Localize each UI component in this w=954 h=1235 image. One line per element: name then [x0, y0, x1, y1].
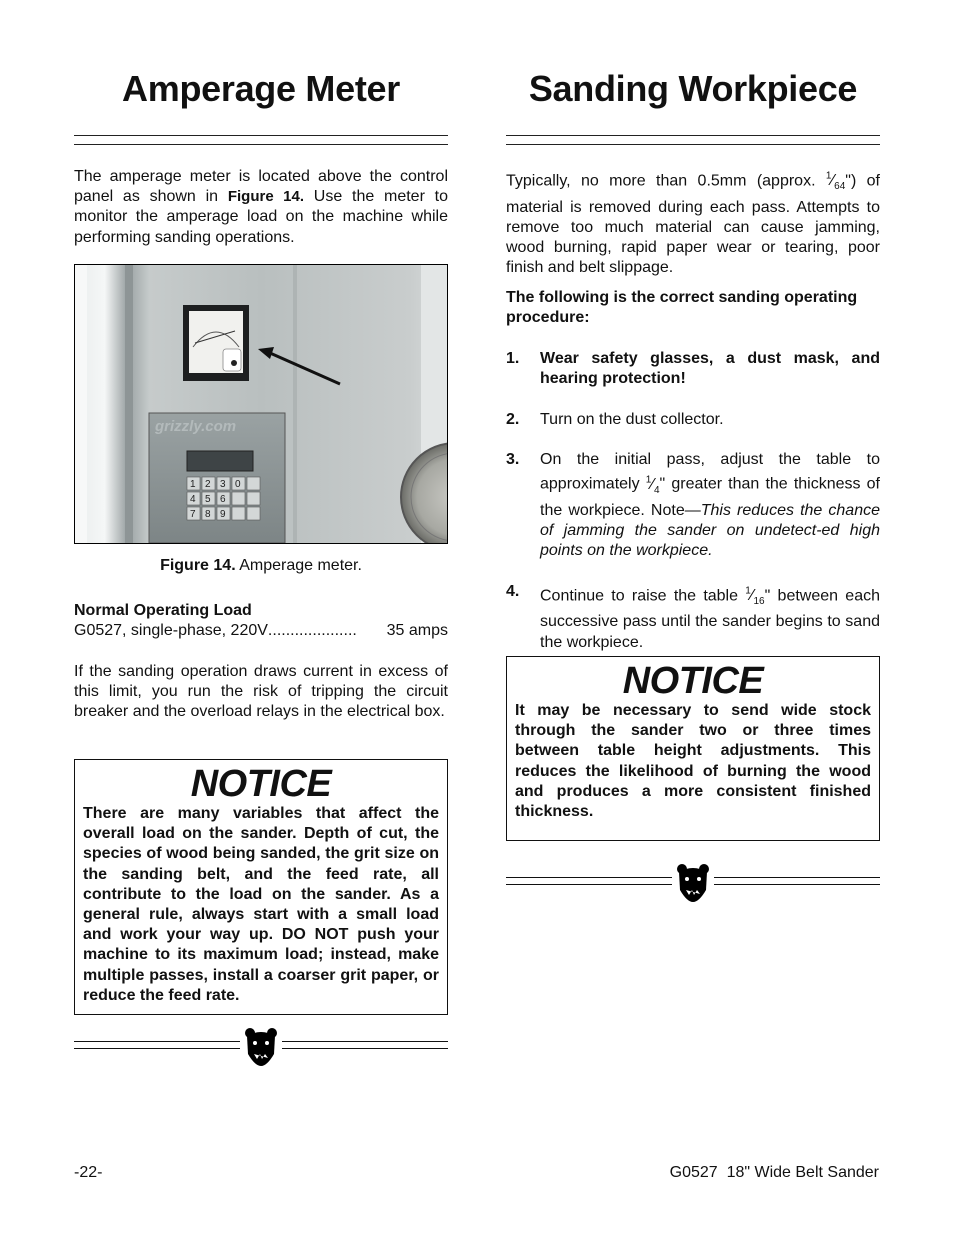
- bear-divider: [74, 1026, 448, 1068]
- keypad-key: 5: [205, 494, 211, 505]
- load-line: G0527, single-phase, 220V .................... 35 amps: [74, 622, 448, 640]
- procedure-heading: The following is the correct sanding operating procedure:: [506, 289, 858, 327]
- excess-paragraph: If the sanding operation draws current in excess of this limit, you run the risk of tripping the circuit breaker and the overload relays in the electrical box.: [74, 663, 448, 721]
- sanding-intro: Typically, no more than 0.5mm (approx. $^1⁄_{64}$") of material is removed during each pass. Attempts to remove too much material can cause jamming, wood burning, rapid paper wear or tearing, poor finish and belt slippage.: [506, 171, 881, 277]
- keypad-key: 3: [220, 479, 226, 490]
- load-heading: Normal Operating Load: [74, 602, 252, 619]
- figure-14-photo: [74, 264, 448, 544]
- step-item: 4. Continue to raise the table $^1⁄_{16}$" between each successive pass until the sander begins to sand the workpiece.: [506, 582, 880, 651]
- notice-text: There are many variables that affect the overall load on the sander. Depth of cut, the species of wood being sanded, the grit size on the sanding belt, and the feed rate, all contribute to the load on the sander. As a general rule, always start with a small load and work your way up. DO NOT push your machine to its maximum load; instead, make multiple passes, install a coarser grit paper, or reduce the feed rate.: [83, 805, 439, 1004]
- page-number: -22-: [74, 1164, 103, 1181]
- amperage-intro: The amperage meter is located above the control panel as shown in Figure 14. Use the meter to monitor the amperage load on the machine while performing sanding operations.: [74, 168, 449, 246]
- keypad-key: 2: [205, 479, 211, 490]
- procedure-steps: [506, 349, 880, 673]
- keypad-key: 9: [220, 509, 226, 520]
- section-heading-sanding-workpiece: Sanding Workpiece: [528, 68, 858, 109]
- bear-divider: [506, 862, 880, 904]
- bear-logo-icon: [243, 1026, 279, 1068]
- section-heading-amperage-meter: Amperage Meter: [122, 68, 400, 109]
- figure-reference: Figure 14.: [227, 188, 305, 206]
- bear-logo-icon: [675, 862, 711, 904]
- heading-rule: [74, 135, 448, 147]
- panel-brand-text: grizzly.com: [155, 418, 237, 435]
- notice-box-passes: [506, 656, 880, 841]
- step-item: 2. Turn on the dust collector.: [506, 410, 724, 428]
- step-item: 1. Wear safety glasses, a dust mask, and hearing protection!: [506, 350, 880, 388]
- footer-model: G0527 18" Wide Belt Sander: [669, 1164, 879, 1181]
- heading-rule: [506, 135, 880, 147]
- step-item: 3. On the initial pass, adjust the table to approximately $^1⁄_4$" greater than the thickness of the workpiece. Note—This reduces the chance of jamming the sander on undetect-ed high points on the workpiece.: [506, 450, 880, 560]
- notice-title: NOTICE: [622, 660, 764, 702]
- keypad-key: 1: [190, 479, 196, 490]
- keypad-key: 7: [190, 509, 196, 520]
- normal-operating-load: [74, 601, 448, 641]
- keypad-key: 4: [190, 494, 196, 505]
- notice-text: It may be necessary to send wide stock through the sander two or three times between table height adjustments. This reduces the likelihood of burning the wood and produces a more consistent finished thickness.: [515, 702, 871, 821]
- keypad-key: 6: [220, 494, 226, 505]
- notice-title: NOTICE: [190, 763, 332, 805]
- figure-caption: Figure 14. Amperage meter.: [160, 557, 362, 574]
- keypad-key: 0: [235, 479, 241, 490]
- notice-box-load: [74, 759, 448, 1015]
- keypad-key: 8: [205, 509, 211, 520]
